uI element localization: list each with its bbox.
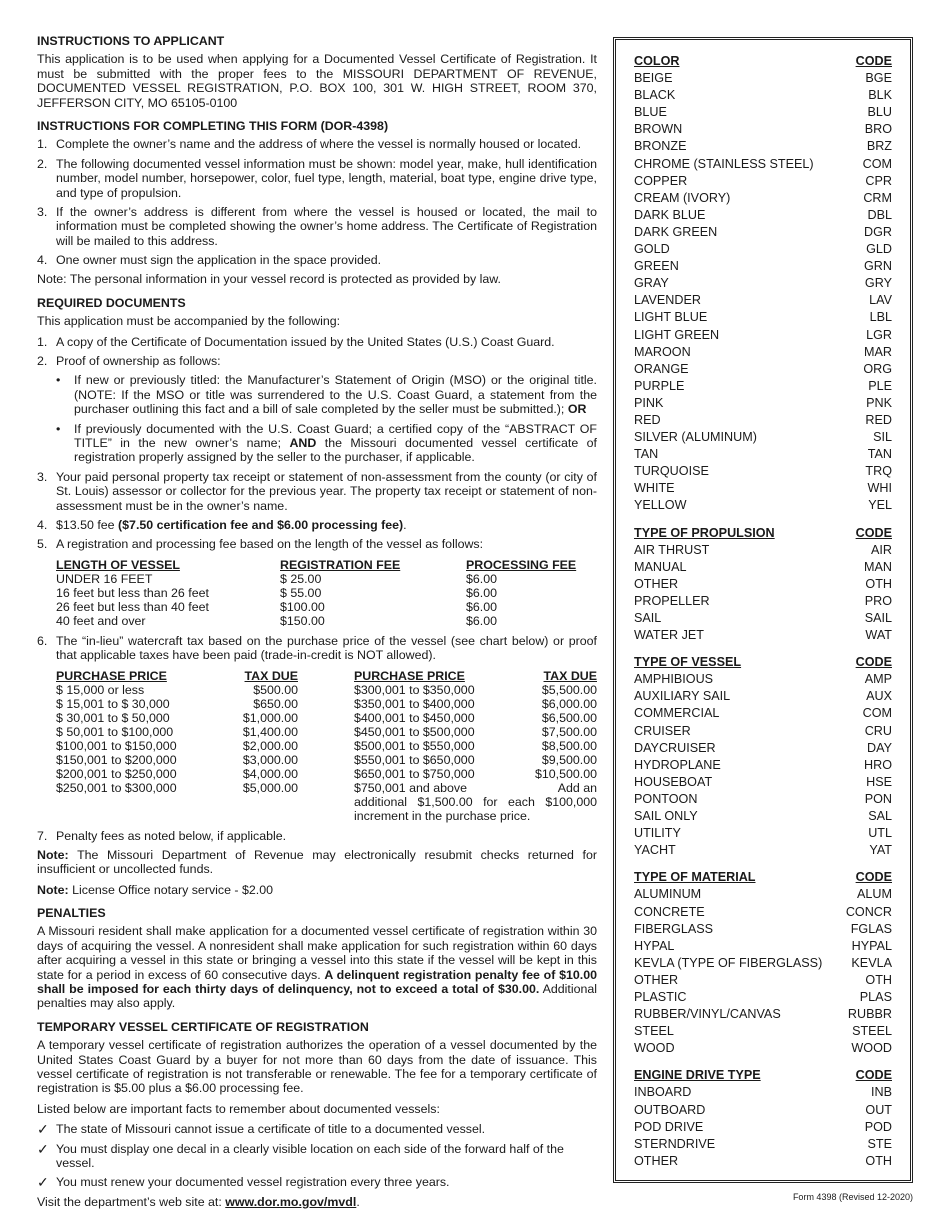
code-row: BRONZE BRZ (634, 139, 892, 154)
code-row: WATER JET WAT (634, 628, 892, 643)
code-row: TAN TAN (634, 447, 892, 462)
completing-item-4: 4. One owner must sign the application in the space provided. (37, 253, 382, 268)
code-row: SILVER (ALUMINUM) SIL (634, 430, 892, 445)
tax-row: $250,001 to $300,000 $5,000.00 $750,001 and above Add an (56, 780, 597, 795)
code-section-header: ENGINE DRIVE TYPE CODE (634, 1068, 892, 1083)
required-item-5: 5. A registration and processing fee based on the length of the vessel as follows: (37, 537, 484, 552)
fee-row: 16 feet but less than 26 feet $ 55.00 $6.00 (56, 585, 498, 600)
completing-heading: INSTRUCTIONS FOR COMPLETING THIS FORM (DOR-4398) (37, 118, 389, 133)
code-row: CRUISER CRU (634, 723, 892, 738)
tax-row: $200,001 to $250,000 $4,000.00 $650,001 to $750,000 $10,500.00 (56, 766, 597, 781)
code-row: STEEL STEEL (634, 1024, 892, 1039)
code-row: DAYCRUISER DAY (634, 740, 892, 755)
code-row: SAIL ONLY SAL (634, 809, 892, 824)
fee-table (56, 558, 576, 628)
code-row: INBOARD INB (634, 1085, 892, 1100)
temporary-text: A temporary vessel certificate of registration authorizes the operation of a vessel documented by the United States Coast Guard by a buyer for not more than 60 days from the date of issuance. This vessel certificate of registration is not transferable or renewable. The fee for a temporary certificate of registration is $5.00 plus a $6.00 processing fee. (37, 1038, 597, 1096)
facts-intro: Listed below are important facts to remember about documented vessels: (37, 1101, 440, 1116)
engine-codes-section (634, 1067, 892, 1170)
color-codes-section (634, 53, 892, 515)
code-row: LIGHT GREEN LGR (634, 327, 892, 342)
fee-row: 26 feet but less than 40 feet $100.00 $6.00 (56, 599, 498, 614)
propulsion-codes-section (634, 525, 892, 645)
fact-item: ✓ You must display one decal in a clearly visible location on each side of the forward half of the vessel. (37, 1140, 564, 1170)
code-row: HOUSEBOAT HSE (634, 774, 892, 789)
code-section-header: COLOR CODE (634, 54, 892, 68)
code-row: UTILITY UTL (634, 826, 892, 841)
code-section-header: TYPE OF PROPULSION CODE (634, 525, 892, 540)
code-row: PLASTIC PLAS (634, 989, 892, 1004)
form-number: Form 4398 (Revised 12-2020) (792, 1192, 913, 1202)
fee-header-registration: REGISTRATION FEE (280, 557, 401, 572)
code-row: SAIL SAIL (634, 611, 892, 625)
required-heading: REQUIRED DOCUMENTS (37, 295, 186, 310)
tax-header-tax-2: TAX DUE (543, 668, 597, 683)
code-row: PONTOON PON (634, 791, 892, 806)
required-item-6: 6. The “in-lieu” watercraft tax based on the purchase price of the vessel (see chart below) or proof that applicable taxes have been paid (trade-in-credit is NOT allowed). (37, 633, 597, 663)
code-row: BLUE BLU (634, 105, 892, 120)
code-row: YACHT YAT (634, 843, 892, 858)
code-row: FIBERGLASS FGLAS (634, 921, 892, 936)
material-codes-section (634, 869, 892, 1057)
penalties-text: A Missouri resident shall make application for a documented vessel certificate of registration within 30 days of acquiring the vessel. A nonresident shall make application for such registration within 60 days after acquiring a vessel in this state or bringing a vessel into this state if the vessel will be kept in this state for a period in excess of 60 consecutive days. A delinquent registration penalty fee of $10.00 shall be imposed for each thirty days of delinquency, not to exceed a total of $30.00. Additional penalties may also apply. (37, 924, 597, 1011)
code-row: OTHER OTH (634, 1153, 892, 1168)
tax-row: $ 15,001 to $ 30,000 $650.00 $350,001 to $400,000 $6,000.00 (56, 696, 597, 711)
vessel-codes-section (634, 654, 892, 859)
code-row: MANUAL MAN (634, 559, 892, 574)
code-row: CONCRETE CONCR (634, 904, 892, 919)
code-row: AMPHIBIOUS AMP (634, 672, 892, 687)
codes-panel (613, 37, 913, 1183)
required-intro: This application must be accompanied by the following: (37, 314, 341, 329)
tax-footer: additional $1,500.00 for each $100,000 increment in the purchase price. (354, 794, 597, 823)
tax-row: $150,001 to $200,000 $3,000.00 $550,001 to $650,000 $9,500.00 (56, 752, 597, 767)
code-row: OTHER OTH (634, 972, 892, 987)
code-row: PURPLE PLE (634, 378, 892, 393)
code-row: HYDROPLANE HRO (634, 757, 892, 772)
code-row: CREAM (IVORY) CRM (634, 190, 892, 205)
required-item-7: 7. Penalty fees as noted below, if applicable. (37, 828, 287, 843)
code-row: YELLOW YEL (634, 498, 892, 513)
temporary-heading: TEMPORARY VESSEL CERTIFICATE OF REGISTRATION (37, 1019, 369, 1034)
code-row: DARK GREEN DGR (634, 224, 892, 239)
note-notary: Note: License Office notary service - $2.00 (37, 882, 274, 897)
completing-item-2: 2. The following documented vessel information must be shown: model year, make, hull identification number, model number, horsepower, color, fuel type, length, material, boat type, engine drive type, and type of propulsion. (37, 156, 597, 200)
code-row: PINK PNK (634, 395, 892, 410)
dor-website-link[interactable]: www.dor.mo.gov/mvdl (225, 1194, 357, 1209)
code-row: KEVLA (TYPE OF FIBERGLASS) KEVLA (634, 955, 892, 970)
tax-row: $ 15,000 or less $500.00 $300,001 to $350,000 $5,500.00 (56, 682, 597, 697)
code-row: OUTBOARD OUT (634, 1102, 892, 1117)
code-row: BLACK BLK (634, 88, 892, 103)
ownership-bullet-1: • If new or previously titled: the Manufacturer’s Statement of Origin (MSO) or the original title. (NOTE: If the MSO or title was surrendered to the U.S. Coast Guard, a statement from the purchaser outlining this fact and a bill of sale completed by the seller must be submitted.); OR (56, 373, 597, 417)
tax-table (56, 669, 597, 823)
tax-row: $ 50,001 to $100,000 $1,400.00 $450,001 to $500,000 $7,500.00 (56, 724, 597, 739)
code-row: PROPELLER PRO (634, 593, 892, 608)
required-item-3: 3. Your paid personal property tax receipt or statement of non-assessment from the county (or city of St. Louis) assessor or collector for the previous year. The property tax receipt or statement of non-assessment must be in the owner’s name. (37, 469, 597, 513)
code-section-header: TYPE OF MATERIAL CODE (634, 870, 892, 885)
tax-header-tax-1: TAX DUE (244, 668, 298, 683)
penalties-heading: PENALTIES (37, 906, 106, 921)
code-row: COMMERCIAL COM (634, 706, 892, 721)
code-row: LIGHT BLUE LBL (634, 310, 892, 325)
tax-header-price-1: PURCHASE PRICE (56, 668, 167, 683)
code-row: ALUMINUM ALUM (634, 887, 892, 902)
code-section-header: TYPE OF VESSEL CODE (634, 655, 892, 670)
fact-item: ✓ You must renew your documented vessel registration every three years. (37, 1174, 450, 1191)
note-checks: Note: The Missouri Department of Revenue may electronically resubmit checks returned for insufficient or uncollected funds. (37, 847, 597, 877)
code-row: GOLD GLD (634, 242, 892, 257)
code-row: LAVENDER LAV (634, 293, 892, 308)
code-row: AIR THRUST AIR (634, 542, 892, 557)
fact-item: ✓ The state of Missouri cannot issue a certificate of title to a documented vessel. (37, 1121, 486, 1138)
completing-item-1: 1. Complete the owner’s name and the address of where the vessel is normally housed or located. (37, 137, 582, 152)
code-row: RUBBER/VINYL/CANVAS RUBBR (634, 1007, 892, 1022)
code-row: CHROME (STAINLESS STEEL) COM (634, 156, 892, 171)
code-row: POD DRIVE POD (634, 1119, 892, 1134)
code-row: MAROON MAR (634, 344, 892, 359)
ownership-bullet-2: • If previously documented with the U.S. Coast Guard; a certified copy of the “ABSTRACT OF TITLE” in the new owner’s name; AND the Missouri documented vessel certificate of registration properly assigned by the seller to the purchaser, if applicable. (56, 421, 597, 465)
code-row: HYPAL HYPAL (634, 938, 892, 953)
required-item-4: 4. $13.50 fee ($7.50 certification fee and $6.00 processing fee). (37, 517, 407, 532)
fee-header-length: LENGTH OF VESSEL (56, 557, 180, 572)
code-row: GRAY GRY (634, 276, 892, 291)
code-row: OTHER OTH (634, 576, 892, 591)
fee-row: 40 feet and over $150.00 $6.00 (56, 613, 498, 628)
check-icon: ✓ (37, 1174, 49, 1191)
instructions-text: This application is to be used when applying for a Documented Vessel Certificate of Registration. It must be submitted with the proper fees to the MISSOURI DEPARTMENT OF REVENUE, DOCUMENTED VESSEL REGISTRATION, P.O. BOX 100, 301 W. HIGH STREET, ROOM 370, JEFFERSON CITY, MO 65105-0100 (37, 52, 597, 110)
code-row: TURQUOISE TRQ (634, 464, 892, 479)
instructions-heading: INSTRUCTIONS TO APPLICANT (37, 34, 225, 48)
required-item-1: 1. A copy of the Certificate of Documentation issued by the United States (U.S.) Coast Guard. (37, 334, 555, 349)
fee-header-processing: PROCESSING FEE (466, 557, 577, 572)
code-row: BEIGE BGE (634, 71, 892, 86)
completing-item-3: 3. If the owner’s address is different from where the vessel is housed or located, the mail to information must be completed showing the owner’s home address. The Certificate of Registration will be mailed to this address. (37, 204, 597, 248)
code-row: AUXILIARY SAIL AUX (634, 689, 892, 704)
code-row: WHITE WHI (634, 481, 892, 496)
code-row: COPPER CPR (634, 173, 892, 188)
code-row: WOOD WOOD (634, 1041, 892, 1056)
tax-header-price-2: PURCHASE PRICE (354, 668, 465, 683)
fee-row: UNDER 16 FEET $ 25.00 $6.00 (56, 571, 498, 586)
privacy-note: Note: The personal information in your vessel record is protected as provided by law. (37, 272, 501, 287)
code-row: DARK BLUE DBL (634, 207, 892, 222)
code-row: GREEN GRN (634, 259, 892, 274)
tax-row: $ 30,001 to $ 50,000 $1,000.00 $400,001 to $450,000 $6,500.00 (56, 710, 597, 725)
code-row: RED RED (634, 412, 892, 427)
code-row: BROWN BRO (634, 122, 892, 137)
code-row: ORANGE ORG (634, 361, 892, 376)
check-icon: ✓ (37, 1140, 49, 1157)
visit-line: Visit the department’s web site at: www.dor.mo.gov/mvdl. (37, 1194, 360, 1209)
code-row: STERNDRIVE STE (634, 1136, 892, 1151)
tax-row: $100,001 to $150,000 $2,000.00 $500,001 to $550,000 $8,500.00 (56, 738, 597, 753)
required-item-2: 2. Proof of ownership as follows: (37, 354, 221, 369)
instructions-column (37, 34, 597, 1215)
check-icon: ✓ (37, 1121, 49, 1138)
